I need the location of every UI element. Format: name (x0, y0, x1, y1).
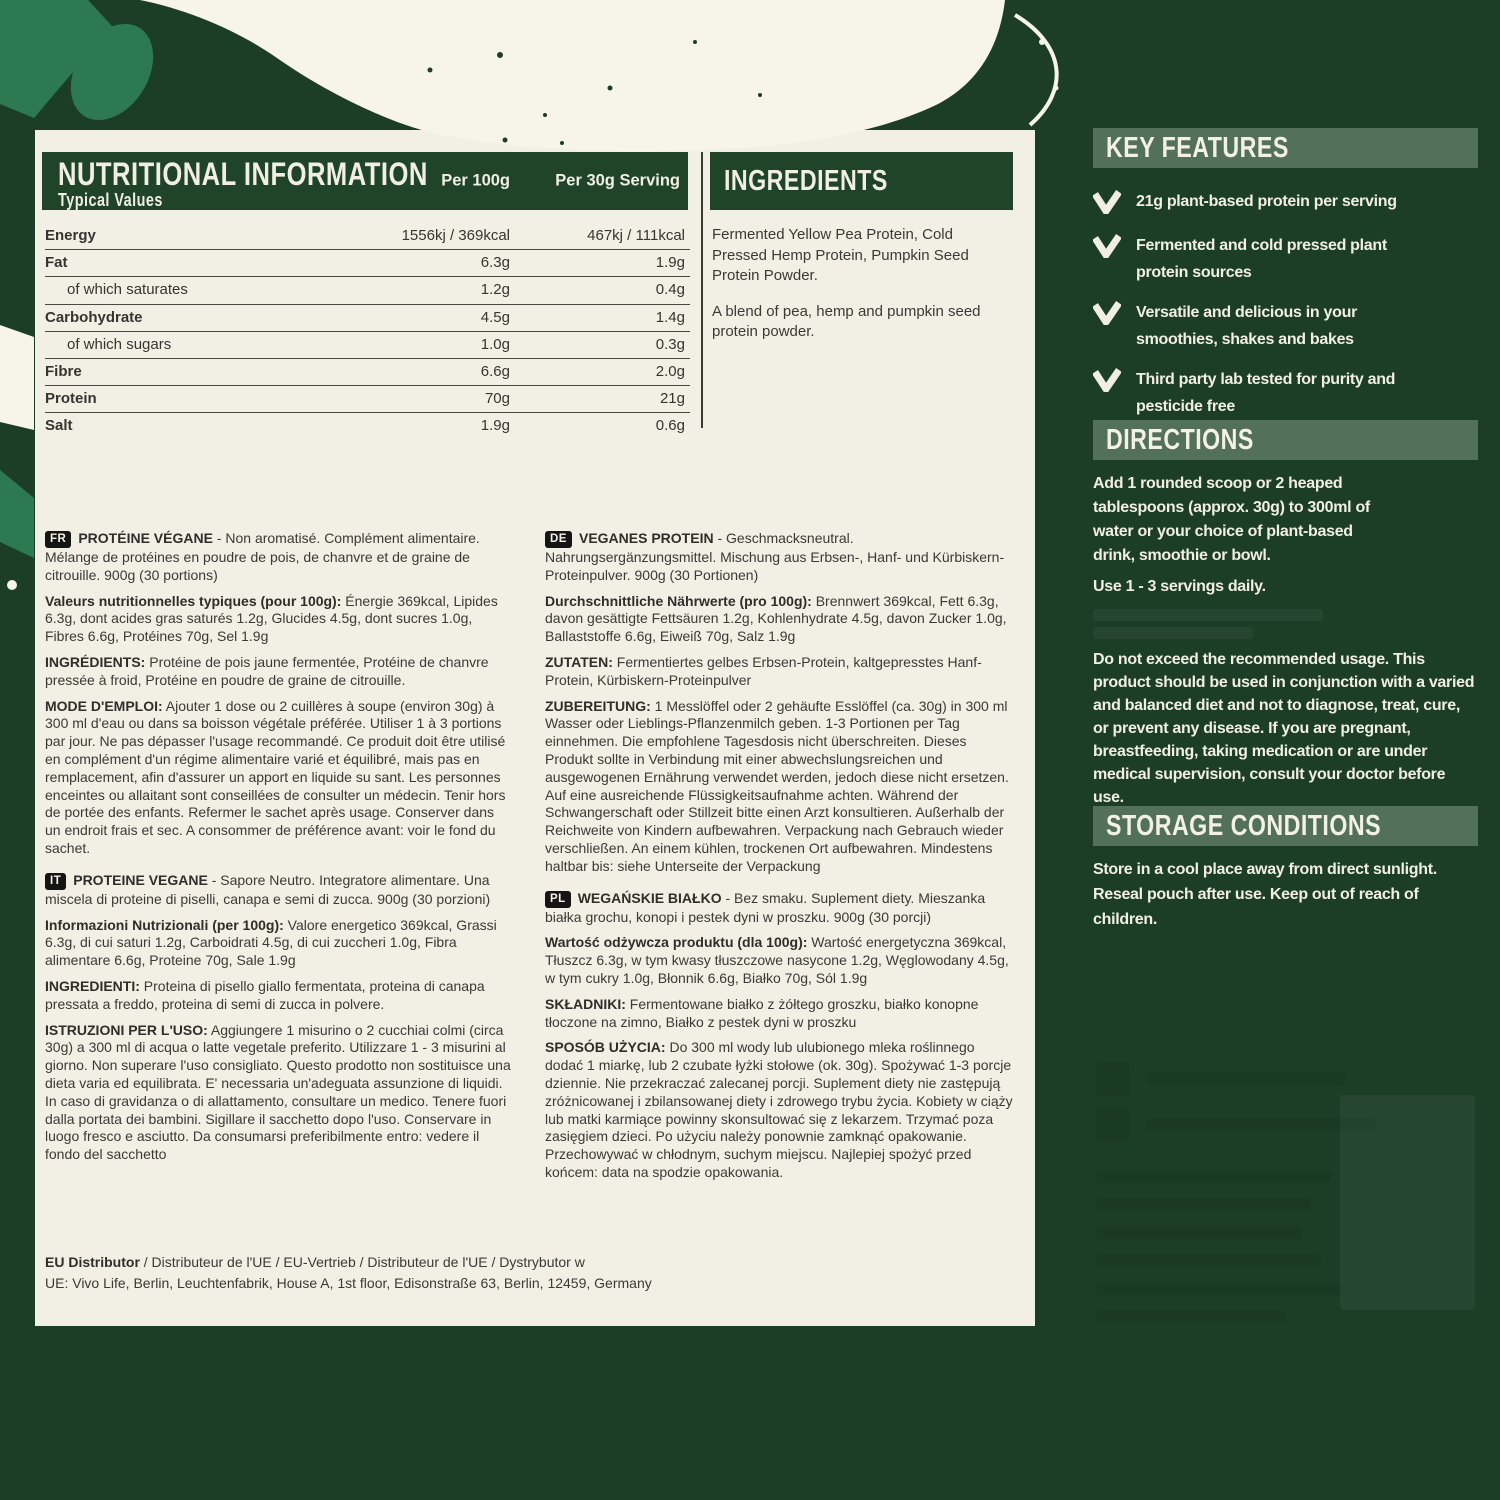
check-icon (1093, 366, 1121, 420)
table-row (45, 250, 690, 277)
directions-servings: Use 1 - 3 servings daily. (1093, 578, 1266, 595)
it-nutrition: Informazioni Nutrizionali (per 100g): Valore energetico 369kcal, Grassi 6.3g, di cui saturi 1.2g, Carboidrati 4.5g, di cui zuccheri 1.0g, Fibra alimentare 6.6g, Proteine 70g, Sale 1.9g (45, 916, 497, 969)
row-value-100g: 6.6g (480, 362, 510, 380)
table-row (45, 332, 690, 359)
eu-distributor: EU Distributor / Distributeur de l'UE / EU-Vertrieb / Distributeur de l'UE / Dystrybutor w UE: Vivo Life, Berlin, Leuchtenfabrik, House A, 1st floor, Edisonstraße 63, Berlin, 12459, Germany (45, 1254, 652, 1291)
row-label: Salt (45, 417, 73, 435)
ghost-text-line (1096, 1254, 1321, 1267)
list-item (1093, 299, 1478, 353)
check-icon (1093, 232, 1121, 286)
row-value-serving: 0.6g (655, 417, 685, 435)
directions-warning: Do not exceed the recommended usage. This product should be used in conjunction with a varied and balanced diet and not to diagnose, treat, cure, or prevent any disease. If you are pregnant, breastfeeding, taking medication or are under medical supervision, consult your doctor before use. (1093, 651, 1475, 806)
language-column-left (45, 530, 513, 1172)
directions-header-bar (1093, 420, 1478, 460)
row-value-serving: 0.3g (655, 335, 685, 353)
key-features-section (1093, 128, 1478, 433)
ghost-text-line (1146, 1072, 1346, 1085)
row-label: of which saturates (67, 281, 188, 299)
pl-nutrition: Wartość odżywcza produktu (dla 100g): Wartość energetyczna 369kcal, Tłuszcz 6.3g, w tym kwasy tłuszczowe nasycone 1.2g, Węglowodany 4.5g, w tym cukry 1.0g, Błonnik 6.6g, Białko 70g, Sól 1.9g (545, 934, 1009, 986)
lang-badge-de: DE (545, 531, 572, 548)
fr-nutrition: Valeurs nutritionnelles typiques (pour 100g): Énergie 369kcal, Lipides 6.3g, dont acides gras saturés 1.2g, Glucides 4.5g, dont sucres 1.0g, Fibres 6.6g, Protéines 70g, Sel 1.9g (45, 592, 498, 645)
distributor-label: EU Distributor (45, 1254, 140, 1270)
faded-line (1093, 609, 1323, 621)
de-nutrition: Durchschnittliche Nährwerte (pro 100g): Brennwert 369kcal, Fett 6.3g, davon gesättigte Fettsäuren 1.2g, Kohlenhydrate 4.5g, davon Zucker 1.0g, Ballaststoffe 6.6g, Eiweiß 70g, Salz 1.9g (545, 592, 1007, 645)
feature-text: Third party lab tested for purity and pesticide free (1136, 371, 1396, 415)
ingredients-text (712, 225, 1007, 358)
it-product-name: PROTEINE VEGANE (73, 871, 208, 888)
vertical-divider (701, 152, 703, 428)
row-label: Carbohydrate (45, 308, 143, 326)
row-value-100g: 6.3g (480, 254, 510, 272)
de-product-name: VEGANES PROTEIN (578, 530, 714, 546)
ingredients-paragraph: A blend of pea, hemp and pumpkin seed protein powder. (712, 302, 981, 340)
de-directions: ZUBEREITUNG: 1 Messlöffel oder 2 gehäufte Esslöffel (ca. 30g) in 300 ml Wasser oder Lieblings-Pflanzenmilch geben. 1-3 Portionen per Tag einnehmen. Die empfohlene Tagesdosis nicht überschreiten. Dieses Produkt sollte in Verbindung mit einer abwechslungsreichen und ausgewogenen Ernährung verwendet werden, jedoch diese nicht ersetzen. Auf eine ausreichende Flüssigkeitsaufnahme achten. Während der Schwangerschaft oder Stillzeit bitte einen Arzt konsultieren. Außerhalb der Reichweite von Kindern aufbewahren. Verpackung nach Gebrauch wieder verschließen. An einem kühlen, trockenen Ort aufbewahren. Mindestens haltbar bis: siehe Unterseite der Verpackung (545, 697, 1009, 874)
lang-badge-pl: PL (545, 891, 571, 908)
row-value-serving: 1.9g (655, 254, 685, 272)
table-row (45, 223, 690, 250)
fr-directions: MODE D'EMPLOI: Ajouter 1 dose ou 2 cuillères à soupe (environ 30g) à 300 ml d'eau ou dans sa boisson végétale préférée. Utiliser 1 à 3 portions par jour. Ne pas dépasser l'usage recommandé. Ce produit doit être utilisé en complément d'un régime alimentaire varié et équilibré, mais pas en remplacement, afin d'assurer un apport en liquide su sant. Les personnes enceintes ou allaitant sont conseillées de consulter un médecin. Tenir hors de portée des enfants. Refermer le sachet après usage. Conserver dans un endroit frais et sec. A consommer de préférence avant: voir le fond du sachet. (45, 697, 506, 856)
ghost-text-line (1096, 1226, 1301, 1239)
directions-usage: Add 1 rounded scoop or 2 heaped tablespoons (approx. 30g) to 300ml of water or your choice of plant-based drink, smoothie or bowl. (1093, 475, 1370, 564)
it-ingredients: INGREDIENTI: Proteina di pisello giallo fermentata, proteina di canapa pressata a freddo, proteina di semi di zucca in polvere. (45, 977, 485, 1012)
row-label: Fat (45, 254, 68, 272)
ingredients-title: INGREDIENTS (724, 164, 888, 197)
list-item (1093, 188, 1478, 219)
row-value-serving: 21g (659, 390, 685, 408)
ghost-text-line (1096, 1282, 1341, 1295)
ghost-icon (1096, 1108, 1130, 1142)
row-label: Energy (45, 227, 96, 244)
row-value-serving: 0.4g (655, 281, 685, 299)
check-icon (1093, 188, 1121, 219)
key-features-list (1093, 188, 1478, 420)
nutrition-title: NUTRITIONAL INFORMATION (58, 156, 428, 192)
row-value-100g: 1.9g (480, 417, 510, 435)
nutrition-table (45, 223, 690, 440)
nutrition-header-bar (42, 152, 688, 210)
ingredients-header-bar (710, 152, 1013, 210)
ghost-text-line (1096, 1310, 1286, 1323)
storage-header-bar (1093, 806, 1478, 846)
key-features-header-bar (1093, 128, 1478, 168)
row-label: Protein (45, 390, 97, 408)
table-row (45, 386, 690, 413)
row-label: of which sugars (67, 335, 172, 353)
feature-text: Versatile and delicious in your smoothies, shakes and bakes (1136, 304, 1357, 348)
directions-title: DIRECTIONS (1106, 423, 1254, 456)
faded-print-lines (1093, 609, 1478, 639)
fr-intro: FR PROTÉINE VÉGANE - Non aromatisé. Complément alimentaire. Mélange de protéines en poudre de pois, de chanvre et de graine de citrouille. 900g (30 portions) (45, 530, 480, 583)
feature-text: 21g plant-based protein per serving (1136, 193, 1397, 210)
list-item (1093, 232, 1478, 286)
table-row (45, 413, 690, 439)
row-value-serving: 2.0g (655, 362, 685, 380)
directions-section (1093, 420, 1478, 809)
check-icon (1093, 299, 1121, 353)
info-panel (35, 130, 1035, 1326)
storage-title: STORAGE CONDITIONS (1106, 809, 1382, 842)
ghost-text-line (1096, 1198, 1311, 1211)
lang-badge-it: IT (45, 873, 66, 890)
fr-ingredients: INGRÉDIENTS: Protéine de pois jaune fermentée, Protéine de chanvre pressée à froid, Protéine en poudre de graine de citrouille. (45, 653, 489, 688)
de-ingredients: ZUTATEN: Fermentiertes gelbes Erbsen-Protein, kaltgepresstes Hanf-Protein, Kürbiskern-Proteinpulver (545, 653, 982, 688)
column-header-per-serving: Per 30g Serving (555, 171, 680, 190)
row-value-100g: 1556kj / 369kcal (401, 227, 510, 244)
faded-line (1093, 627, 1253, 639)
distributor-address: UE: Vivo Life, Berlin, Leuchtenfabrik, House A, 1st floor, Edisonstraße 63, Berlin, 12459, Germany (45, 1275, 652, 1291)
row-value-serving: 467kj / 111kcal (587, 227, 685, 244)
row-value-100g: 1.2g (480, 281, 510, 299)
lang-badge-fr: FR (45, 531, 71, 548)
feature-text: Fermented and cold pressed plant protein sources (1136, 237, 1387, 281)
ghost-qr-code (1340, 1095, 1475, 1310)
pl-intro: PL WEGAŃSKIE BIAŁKO - Bez smaku. Suplement diety. Mieszanka białka grochu, konopi i pestek dyni w proszku. 900g (30 porcji) (545, 889, 986, 925)
storage-text: Store in a cool place away from direct sunlight. Reseal pouch after use. Keep out of reach of children. (1093, 861, 1437, 928)
list-item (1093, 366, 1478, 420)
table-row (45, 277, 690, 304)
fr-product-name: PROTÉINE VÉGANE (78, 530, 213, 546)
table-row (45, 305, 690, 332)
pl-product-name: WEGAŃSKIE BIAŁKO (577, 889, 722, 906)
pl-ingredients: SKŁADNIKI: Fermentowane białko z żółtego groszku, białko konopne tłoczone na zimno, Białko z pestek dyni w proszku (545, 995, 979, 1030)
it-directions: ISTRUZIONI PER L'USO: Aggiungere 1 misurino o 2 cucchiai colmi (circa 30g) a 300 ml di acqua o latte vegetale preferito. Utilizzare 1 - 3 misurini al giorno. Non superare l'uso consigliato. Questo prodotto non sostituisce una dieta varia ed equilibrata. E' necessaria un'adeguata assunzione di liquidi. In caso di gravidanza o di allattamento, consultare un medico. Tenere fuori dalla portata dei bambini. Sigillare il sacchetto dopo l'uso. Conservare in luogo fresco e asciutto. Da consumarsi preferibilmente entro: vedere il fondo del sacchetto (45, 1021, 511, 1163)
row-value-100g: 1.0g (480, 335, 510, 353)
pl-directions: SPOSÓB UŻYCIA: Do 300 ml wody lub ulubionego mleka roślinnego dodać 1 miarkę, lub 2 czubate łyżki stołowe (ok. 30g). Spożywać 1-3 porcje dziennie. Nie przekraczać zalecanej porcji. Suplement diety nie zastępują zróżnicowanej i zbilansowanej diety i zdrowego trybu życia. Kobiety w ciąży lub matki karmiące powinny skonsultować się z lekarzem. Trzymać poza zasięgiem dzieci. Po użyciu należy ponownie zamknąć opakowanie. Przechowywać w chłodnym, suchym miejscu. Najlepiej spożyć przed końcem: data na spodzie opakowania. (545, 1039, 1013, 1180)
key-features-title: KEY FEATURES (1106, 131, 1289, 164)
table-row (45, 359, 690, 386)
row-value-100g: 70g (484, 390, 510, 408)
nutrition-subtitle: Typical Values (58, 190, 163, 210)
it-intro: IT PROTEINE VEGANE - Sapore Neutro. Integratore alimentare. Una miscela di proteine di piselli, canapa e semi di zucca. 900g (30 porzioni) (45, 871, 491, 907)
language-column-middle (545, 530, 1013, 1190)
ingredients-paragraph: Fermented Yellow Pea Protein, Cold Pressed Hemp Protein, Pumpkin Seed Protein Powder. (712, 226, 969, 284)
ghost-icon (1096, 1062, 1130, 1096)
column-header-per-100g: Per 100g (441, 171, 510, 190)
row-label: Fibre (45, 362, 82, 380)
storage-section (1093, 806, 1478, 948)
row-value-100g: 4.5g (480, 308, 510, 326)
ghost-text-line (1096, 1170, 1331, 1183)
row-value-serving: 1.4g (655, 308, 685, 326)
de-intro: DE VEGANES PROTEIN - Geschmacksneutral. Nahrungsergänzungsmittel. Mischung aus Erbsen-, Hanf- und Kürbiskern-Proteinpulver. 900g (30 Portionen) (545, 530, 1005, 583)
